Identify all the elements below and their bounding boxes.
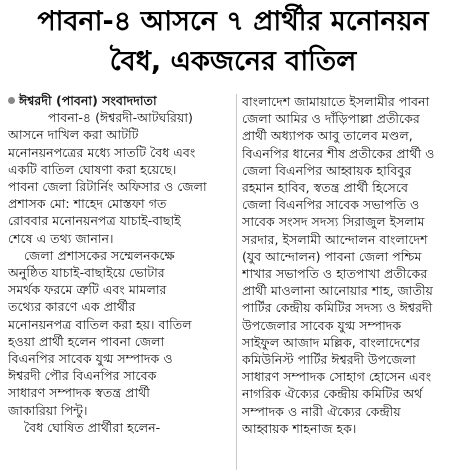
- article-line: সাইফুল আজাদ মল্লিক, বাংলাদেশের: [242, 334, 420, 350]
- article-line: বাংলাদেশ জামায়াতে ইসলামীর পাবনা: [242, 94, 430, 109]
- article-line: সম্পাদক ও নারী ঐক্যের কেন্দ্রীয়: [242, 403, 401, 419]
- article-line: কমিউনিস্ট পার্টির ঈশ্বরদী উপজেলা: [242, 352, 416, 368]
- article-line: সাবেক সংসদ সদস্য সিরাজুল ইসলাম: [242, 214, 425, 230]
- article-line: জাকারিয়া পিন্টু।: [8, 402, 88, 418]
- article-line: জেলা আমির ও দাঁড়িপাল্লা প্রতীকের: [242, 111, 420, 127]
- article-line: আসনে দাখিল করা আটটি: [8, 127, 139, 143]
- byline-text: ঈশ্বরদী (পাবনা) সংবাদদাতা: [19, 93, 157, 108]
- article-line: পার্টির কেন্দ্রীয় কমিটির সদস্য ও ঈশ্বরদী: [242, 300, 433, 316]
- article-line: মনোনয়নপত্র বাতিল করা হয়। বাতিল: [8, 316, 192, 332]
- article-line: প্রার্থী অধ্যাপক আবু তালেব মণ্ডল,: [242, 128, 413, 144]
- article-line: অনুষ্ঠিত যাচাই-বাছাইয়ে ভোটার: [8, 265, 165, 281]
- article-line: পাবনা জেলা রিটার্নিং অফিসার ও জেলা: [8, 179, 207, 195]
- column-divider: [236, 94, 237, 470]
- article-line: আহ্বায়ক শাহনাজ হক।: [242, 420, 357, 436]
- article-line: সরদার, ইসলামী আন্দোলন বাংলাদেশ: [242, 231, 428, 247]
- article-line: (যুব আন্দোলন) পাবনা জেলা পশ্চিম: [242, 248, 422, 264]
- article-line: নাগরিক ঐক্যের কেন্দ্রীয় কমিটির অর্থ: [242, 386, 423, 402]
- article-line: জেলা প্রশাসকের সম্মেলনকক্ষে: [24, 247, 175, 263]
- article-line: রোববার মনোনয়নপত্র যাচাই-বাছাই: [8, 213, 181, 229]
- article-line: বিএনপির ধানের শীষ প্রতীকের প্রার্থী ও: [242, 145, 435, 161]
- headline: [0, 2, 466, 82]
- article-line: সাধারণ সম্পাদক সোহাগ হোসেন এবং: [242, 369, 432, 385]
- article-line: রহমান হাবিব, স্বতন্ত্র প্রার্থী হিসেবে: [242, 180, 408, 196]
- article-column-left: [8, 92, 234, 470]
- article-line: প্রশাসক মো: শাহেদ মোস্তফা গত: [8, 196, 167, 212]
- article-line: শাখার সভাপতি ও হাতপাখা প্রতীকের: [242, 266, 428, 282]
- article-line: বৈধ ঘোষিত প্রার্থীরা হলেন-: [24, 419, 161, 435]
- article-line: সাধারণ সম্পাদক স্বতন্ত্র প্রার্থী: [8, 385, 150, 401]
- article-line: জেলা বিএনপির সাবেক সভাপতি ও: [242, 197, 420, 213]
- article-line: প্রার্থী মাওলানা আনোয়ার শাহ, জাতীয়: [242, 283, 433, 299]
- article-line: উপজেলার সাবেক যুগ্ম সম্পাদক: [242, 317, 402, 333]
- article-line: বিএনপির সাবেক যুগ্ম সম্পাদক ও: [8, 351, 173, 367]
- headline-line-2: বৈধ, একজনের বাতিল: [109, 46, 357, 77]
- article-line: জেলা বিএনপির আহ্বায়ক হাবিবুর: [242, 162, 412, 178]
- article-line: হওয়া প্রার্থী হলেন পাবনা জেলা: [8, 333, 165, 349]
- article-line: তথ্যের কারণে এক প্রার্থীর: [8, 299, 136, 315]
- article-line: শেষে এ তথ্য জানান।: [8, 230, 114, 246]
- article-line: একটি বাতিল ঘোষণা করা হয়েছে।: [8, 161, 177, 177]
- byline: [8, 92, 234, 109]
- article-column-right: [242, 93, 460, 471]
- article-line: ঈশ্বরদী পৌর বিএনপির সাবেক: [8, 368, 157, 384]
- article-line: সমর্থক ফরমে ত্রুটি এবং মামলার: [8, 282, 167, 298]
- headline-line-1: পাবনা-৪ আসনে ৭ প্রার্থীর মনোনয়ন: [37, 6, 429, 37]
- bullet-icon: [8, 97, 15, 104]
- article-line: মনোনয়নপত্রের মধ্যে সাতটি বৈধ এবং: [8, 144, 196, 160]
- article-line: পাবনা-৪ (ঈশ্বরদী-আটঘরিয়া): [48, 110, 193, 126]
